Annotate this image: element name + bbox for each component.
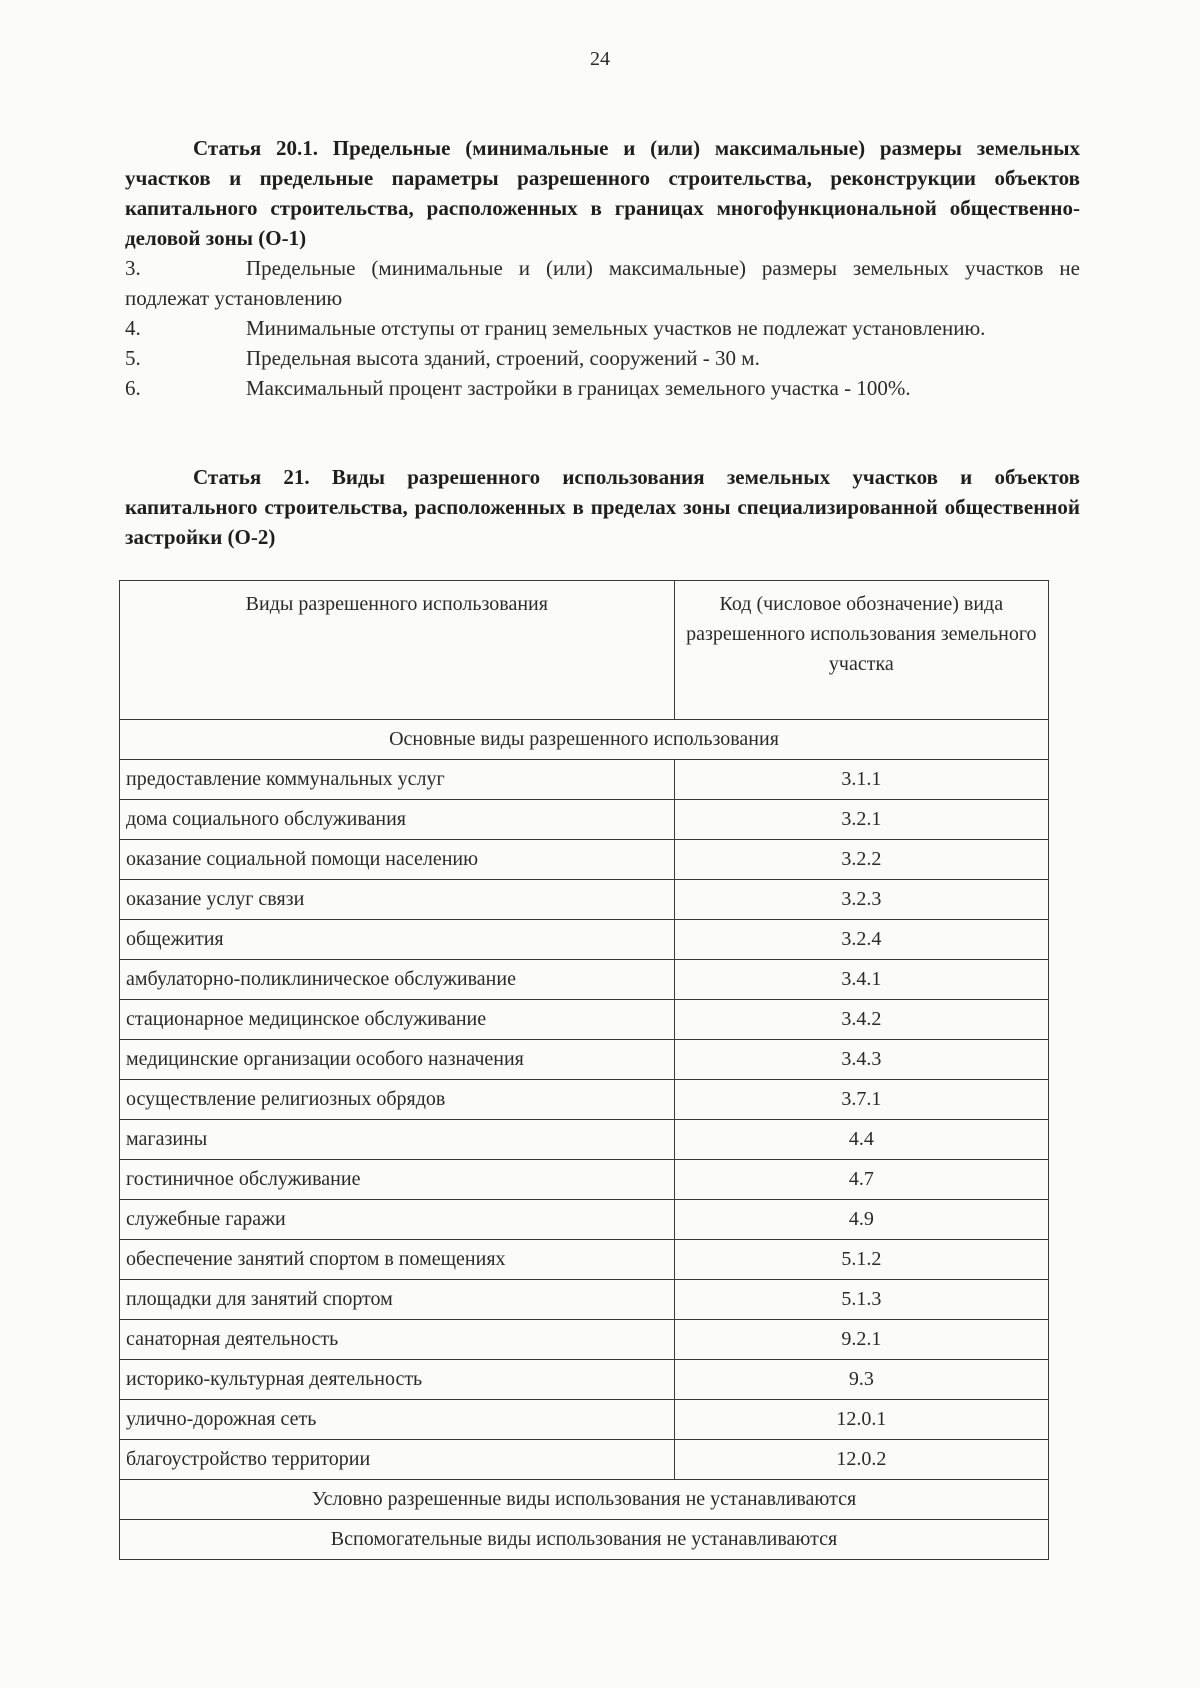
conditional-uses-row (120, 1480, 1049, 1520)
land-use-name: стационарное медицинское обслуживание (120, 1000, 675, 1040)
item-text: Предельная высота зданий, строений, сооружений - 30 м. (246, 346, 760, 370)
land-use-table (119, 580, 1049, 1560)
land-use-code: 3.2.1 (674, 800, 1048, 840)
auxiliary-uses-row (120, 1520, 1049, 1560)
item-number: 5. (125, 346, 141, 370)
item-text: Предельные (минимальные и (или) максимальные) размеры земельных участков не подлежат установлению (125, 256, 1080, 310)
item-number: 4. (125, 316, 141, 340)
table-row (120, 1280, 1049, 1320)
land-use-name: благоустройство территории (120, 1440, 675, 1480)
land-use-code: 3.4.3 (674, 1040, 1048, 1080)
land-use-code: 4.4 (674, 1120, 1048, 1160)
land-use-code: 9.2.1 (674, 1320, 1048, 1360)
land-use-name: амбулаторно-поликлиническое обслуживание (120, 960, 675, 1000)
table-row (120, 840, 1049, 880)
land-use-code: 5.1.3 (674, 1280, 1048, 1320)
land-use-code: 3.2.2 (674, 840, 1048, 880)
land-use-name: гостиничное обслуживание (120, 1160, 675, 1200)
land-use-code: 4.7 (674, 1160, 1048, 1200)
land-use-name: магазины (120, 1120, 675, 1160)
article-20-1-heading: Статья 20.1. Предельные (минимальные и (или) максимальные) размеры земельных участков и предельные параметры разрешенного строительства, реконструкции объектов капитального строительства, расположенных в границах многофункциональной общественно-деловой зоны (О-1) (125, 136, 1080, 250)
land-use-name: служебные гаражи (120, 1200, 675, 1240)
page-number: 24 (590, 48, 610, 70)
table-row (120, 760, 1049, 800)
table-row (120, 1320, 1049, 1360)
table-row (120, 1080, 1049, 1120)
table-row (120, 1240, 1049, 1280)
land-use-code: 5.1.2 (674, 1240, 1048, 1280)
table-row (120, 960, 1049, 1000)
land-use-name: площадки для занятий спортом (120, 1280, 675, 1320)
table-row (120, 1360, 1049, 1400)
item-text: Максимальный процент застройки в границах земельного участка - 100%. (246, 376, 911, 400)
land-use-name: историко-культурная деятельность (120, 1360, 675, 1400)
land-use-code: 3.2.3 (674, 880, 1048, 920)
table-row (120, 880, 1049, 920)
item-text: Минимальные отступы от границ земельных участков не подлежат установлению. (246, 316, 986, 340)
table-row (120, 920, 1049, 960)
table-header-row (120, 581, 1049, 720)
table-row (120, 800, 1049, 840)
item-number: 3. (125, 256, 141, 280)
main-uses-section-title: Основные виды разрешенного использования (120, 720, 1049, 760)
header-land-use-code: Код (числовое обозначение) вида разрешенного использования земельного участка (674, 581, 1048, 720)
article-21-heading: Статья 21. Виды разрешенного использования земельных участков и объектов капитального строительства, расположенных в пределах зоны специализированной общественной застройки (О-2) (125, 465, 1080, 549)
land-use-code: 3.2.4 (674, 920, 1048, 960)
land-use-name: медицинские организации особого назначения (120, 1040, 675, 1080)
article-item (125, 343, 1080, 373)
land-use-name: обеспечение занятий спортом в помещениях (120, 1240, 675, 1280)
article-item (125, 253, 1080, 313)
land-use-code: 12.0.1 (674, 1400, 1048, 1440)
item-number: 6. (125, 376, 141, 400)
conditional-uses-row-text: Условно разрешенные виды использования не устанавливаются (120, 1480, 1049, 1520)
article-item (125, 313, 1080, 343)
land-use-name: дома социального обслуживания (120, 800, 675, 840)
table-row (120, 1440, 1049, 1480)
land-use-code: 12.0.2 (674, 1440, 1048, 1480)
land-use-name: осуществление религиозных обрядов (120, 1080, 675, 1120)
land-use-name: санаторная деятельность (120, 1320, 675, 1360)
land-use-code: 3.7.1 (674, 1080, 1048, 1120)
table-row (120, 1120, 1049, 1160)
header-land-use-type: Виды разрешенного использования (120, 581, 675, 720)
land-use-code: 3.1.1 (674, 760, 1048, 800)
table-row (120, 1000, 1049, 1040)
table-row (120, 1160, 1049, 1200)
land-use-code: 3.4.1 (674, 960, 1048, 1000)
land-use-code: 9.3 (674, 1360, 1048, 1400)
land-use-code: 3.4.2 (674, 1000, 1048, 1040)
land-use-name: предоставление коммунальных услуг (120, 760, 675, 800)
article-20-1-items (125, 253, 1080, 403)
land-use-code: 4.9 (674, 1200, 1048, 1240)
table-row (120, 1040, 1049, 1080)
land-use-name: оказание социальной помощи населению (120, 840, 675, 880)
land-use-name: оказание услуг связи (120, 880, 675, 920)
main-uses-section-row (120, 720, 1049, 760)
table-row (120, 1400, 1049, 1440)
table-row (120, 1200, 1049, 1240)
land-use-name: улично-дорожная сеть (120, 1400, 675, 1440)
auxiliary-uses-row-text: Вспомогательные виды использования не устанавливаются (120, 1520, 1049, 1560)
land-use-name: общежития (120, 920, 675, 960)
article-item (125, 373, 1080, 403)
